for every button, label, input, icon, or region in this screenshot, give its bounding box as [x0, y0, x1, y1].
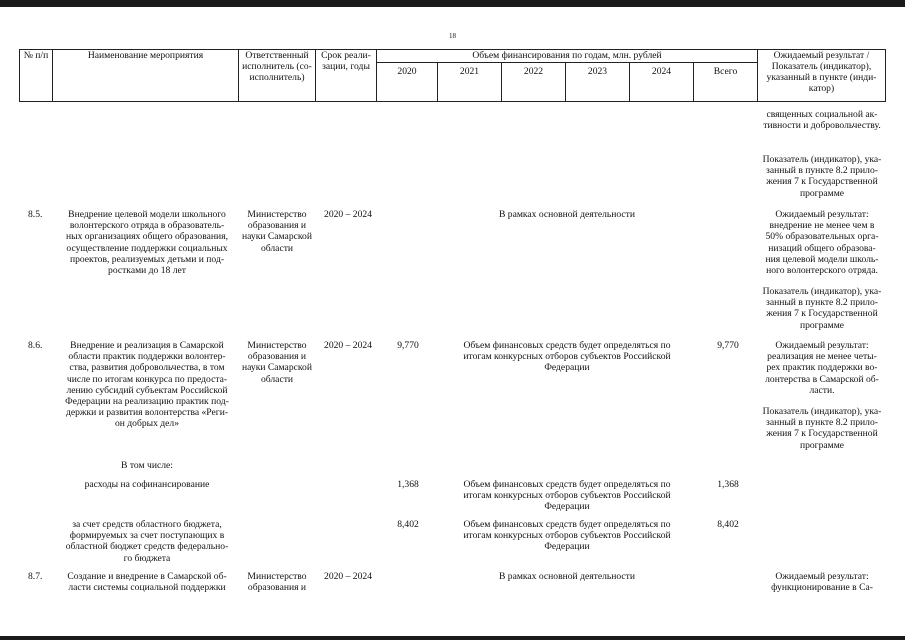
- including-label: В том числе:: [121, 460, 173, 471]
- row-8-7-result: Ожидаемый результат: функционирование в Са-: [771, 571, 873, 594]
- top-border: [0, 0, 905, 7]
- row-8-5-name: Внедрение целевой модели школьного волонтерского отряда в образователь- ных организациях общего образования, осуществление поддержки социальных проектов, реализуемых детьми и под- ростками до 18 лет: [66, 209, 228, 277]
- row-8-7-name: Создание и внедрение в Самарской об- ласти системы социальной поддержки: [67, 571, 227, 594]
- header-year-2021: 2021: [459, 66, 480, 77]
- table-header: [19, 49, 886, 102]
- regional-budget-total: 8,402: [717, 519, 739, 530]
- row-8-7-responsible: Министерство образования и: [247, 571, 307, 594]
- header-year-2023: 2023: [587, 66, 608, 77]
- header-num: № п/п: [23, 50, 49, 61]
- cofinancing-name: расходы на софинансирование: [84, 479, 210, 490]
- row-8-5-indicator: Показатель (индикатор), ука- занный в пункте 8.2 прило- жения 7 к Государственной программе: [762, 286, 882, 331]
- header-term: Срок реали- зации, годы: [321, 50, 371, 72]
- row-8-5-responsible: Министерство образования и науки Самарской области: [242, 209, 312, 254]
- header-total: Всего: [713, 66, 738, 77]
- row-8-6-number: 8.6.: [28, 340, 43, 351]
- page-number: 18: [449, 32, 456, 40]
- row-8-6-financing: Объем финансовых средств будет определяться по итогам конкурсных отборов субъектов Российской Федерации: [463, 340, 671, 374]
- regional-budget-financing: Объем финансовых средств будет определяться по итогам конкурсных отборов субъектов Российской Федерации: [463, 519, 671, 553]
- continued-result: священных социальной ак- тивности и добровольчеству.: [763, 109, 881, 132]
- row-8-6-term: 2020 – 2024: [324, 340, 372, 351]
- header-name: Наименование мероприятия: [87, 50, 204, 61]
- bottom-border: [0, 636, 905, 640]
- header-year-2020: 2020: [397, 66, 417, 77]
- header-year-2024: 2024: [651, 66, 672, 77]
- header-year-2022: 2022: [523, 66, 544, 77]
- row-8-7-number: 8.7.: [28, 571, 43, 582]
- row-8-6-responsible: Министерство образования и науки Самарской области: [242, 340, 312, 385]
- cofinancing-total: 1,368: [717, 479, 739, 490]
- row-8-5-financing: В рамках основной деятельности: [498, 209, 636, 220]
- continued-indicator: Показатель (индикатор), ука- занный в пункте 8.2 прило- жения 7 к Государственной программе: [762, 154, 882, 199]
- row-8-7-term: 2020 – 2024: [324, 571, 372, 582]
- header-responsible: Ответственный исполнитель (со- исполнитель): [242, 50, 312, 83]
- header-financing: Объем финансирования по годам, млн. рублей: [472, 50, 662, 61]
- cofinancing-financing: Объем финансовых средств будет определяться по итогам конкурсных отборов субъектов Российской Федерации: [463, 479, 671, 513]
- row-8-6-total: 9,770: [717, 340, 739, 351]
- row-8-6-result: Ожидаемый результат: реализация не менее четы- рех практик поддержки во- лонтерства в Самарской об- ласти.: [765, 340, 879, 396]
- regional-budget-value-2020: 8,402: [397, 519, 419, 530]
- row-8-5-term: 2020 – 2024: [324, 209, 372, 220]
- regional-budget-name: за счет средств областного бюджета, формируемых за счет поступающих в областной бюджет средств федерально- го бюджета: [65, 519, 229, 564]
- row-8-6-indicator: Показатель (индикатор), ука- занный в пункте 8.2 прило- жения 7 к Государственной программе: [762, 406, 882, 451]
- row-8-6-name: Внедрение и реализация в Самарской области практик поддержки волонтер- ства, развития добровольчества, в том числе по итогам конкурса по предоста- лению субсидий субъектам Российской Федерации на реализацию практик под- держки и развития волонтерства «Реги- он добрых дел»: [65, 340, 229, 430]
- row-8-6-value-2020: 9,770: [397, 340, 419, 351]
- header-result: Ожидаемый результат / Показатель (индикатор), указанный в пункте (инди- катор): [766, 50, 877, 94]
- cofinancing-value-2020: 1,368: [397, 479, 419, 490]
- row-8-5-number: 8.5.: [28, 209, 43, 220]
- row-8-7-financing: В рамках основной деятельности: [498, 571, 636, 582]
- row-8-5-result: Ожидаемый результат: внедрение не менее чем в 50% образовательных орга- низаций общего образова- ния целевой модели школь- ного волонтерского отряда.: [765, 209, 879, 277]
